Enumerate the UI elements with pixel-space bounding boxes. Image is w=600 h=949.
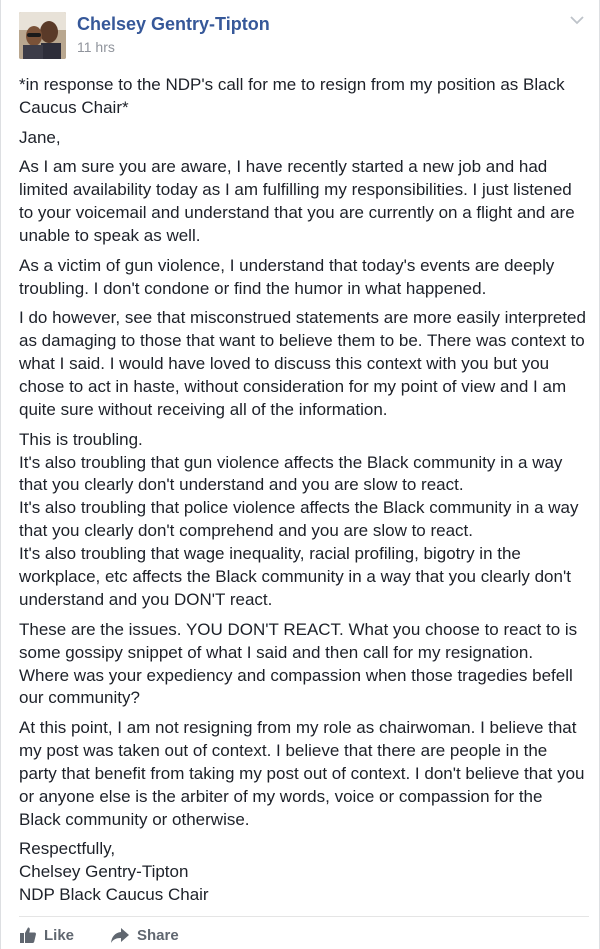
signature-line: Chelsey Gentry-Tipton <box>19 862 189 882</box>
post-paragraph: As a victim of gun violence, I understand that today's events are deeply troubling. I don't condone or find the humor in what happened. <box>19 255 555 298</box>
like-button[interactable] <box>19 926 74 944</box>
post-greeting: Jane, <box>19 127 61 147</box>
post-paragraph: As I am sure you are aware, I have recently started a new job and had limited availability today as I am fulfilling my responsibilities. I just listened to your voicemail and understand that you are currently on a flight and are unable to speak as well. <box>19 157 575 246</box>
signature-block <box>19 838 587 907</box>
signature-line: Respectfully, <box>19 839 116 859</box>
troubling-block <box>19 429 587 612</box>
share-button[interactable] <box>110 926 179 944</box>
troubling-line: It's also troubling that police violence affects the Black community in a way that you clearly don't comprehend and you are slow to react. <box>19 498 579 541</box>
chevron-down-icon[interactable] <box>567 12 587 28</box>
author-avatar[interactable] <box>19 12 66 59</box>
troubling-line: This is troubling. <box>19 429 143 449</box>
post-actions <box>19 924 215 946</box>
troubling-line: It's also troubling that gun violence affects the Black community in a way that you clearly don't understand and you are slow to react. <box>19 452 563 495</box>
post-paragraph: At this point, I am not resigning from my role as chairwoman. I believe that my post was taken out of context. I believe that there are people in the party that benefit from taking my post out of context. I don't believe that you or anyone else is the arbiter of my words, voice or compassion for the Black community or otherwise. <box>19 718 585 829</box>
avatar-photo <box>19 12 66 59</box>
post-intro: *in response to the NDP's call for me to resign from my position as Black Caucus Chair* <box>19 75 565 117</box>
post-paragraph: These are the issues. YOU DON'T REACT. What you choose to react to is some gossipy snippet of what I said and then call for my resignation. Where was your expediency and compassion when those tragedies befell our community? <box>19 619 578 708</box>
post-paragraph: I do however, see that misconstrued statements are more easily interpreted as damaging to those that want to believe them to be. There was context to what I said. I would have loved to discuss this context with you but you chose to act in haste, without consideration for my point of view and I am quite sure without receiving all of the information. <box>19 308 586 419</box>
share-arrow-icon <box>110 926 130 944</box>
like-label: Like <box>44 926 75 944</box>
author-name[interactable]: Chelsey Gentry-Tipton <box>77 14 270 34</box>
post-body <box>19 74 587 914</box>
post-header <box>19 10 583 60</box>
thumbs-up-icon <box>19 926 37 944</box>
post-timestamp[interactable]: 11 hrs <box>77 39 115 55</box>
share-label: Share <box>137 926 179 944</box>
signature-line: NDP Black Caucus Chair <box>19 885 209 905</box>
troubling-line: It's also troubling that wage inequality, racial profiling, bigotry in the workplace, etc affects the Black community in a way that you clearly don't understand and you DON'T react. <box>19 544 571 610</box>
actions-divider <box>19 916 589 917</box>
